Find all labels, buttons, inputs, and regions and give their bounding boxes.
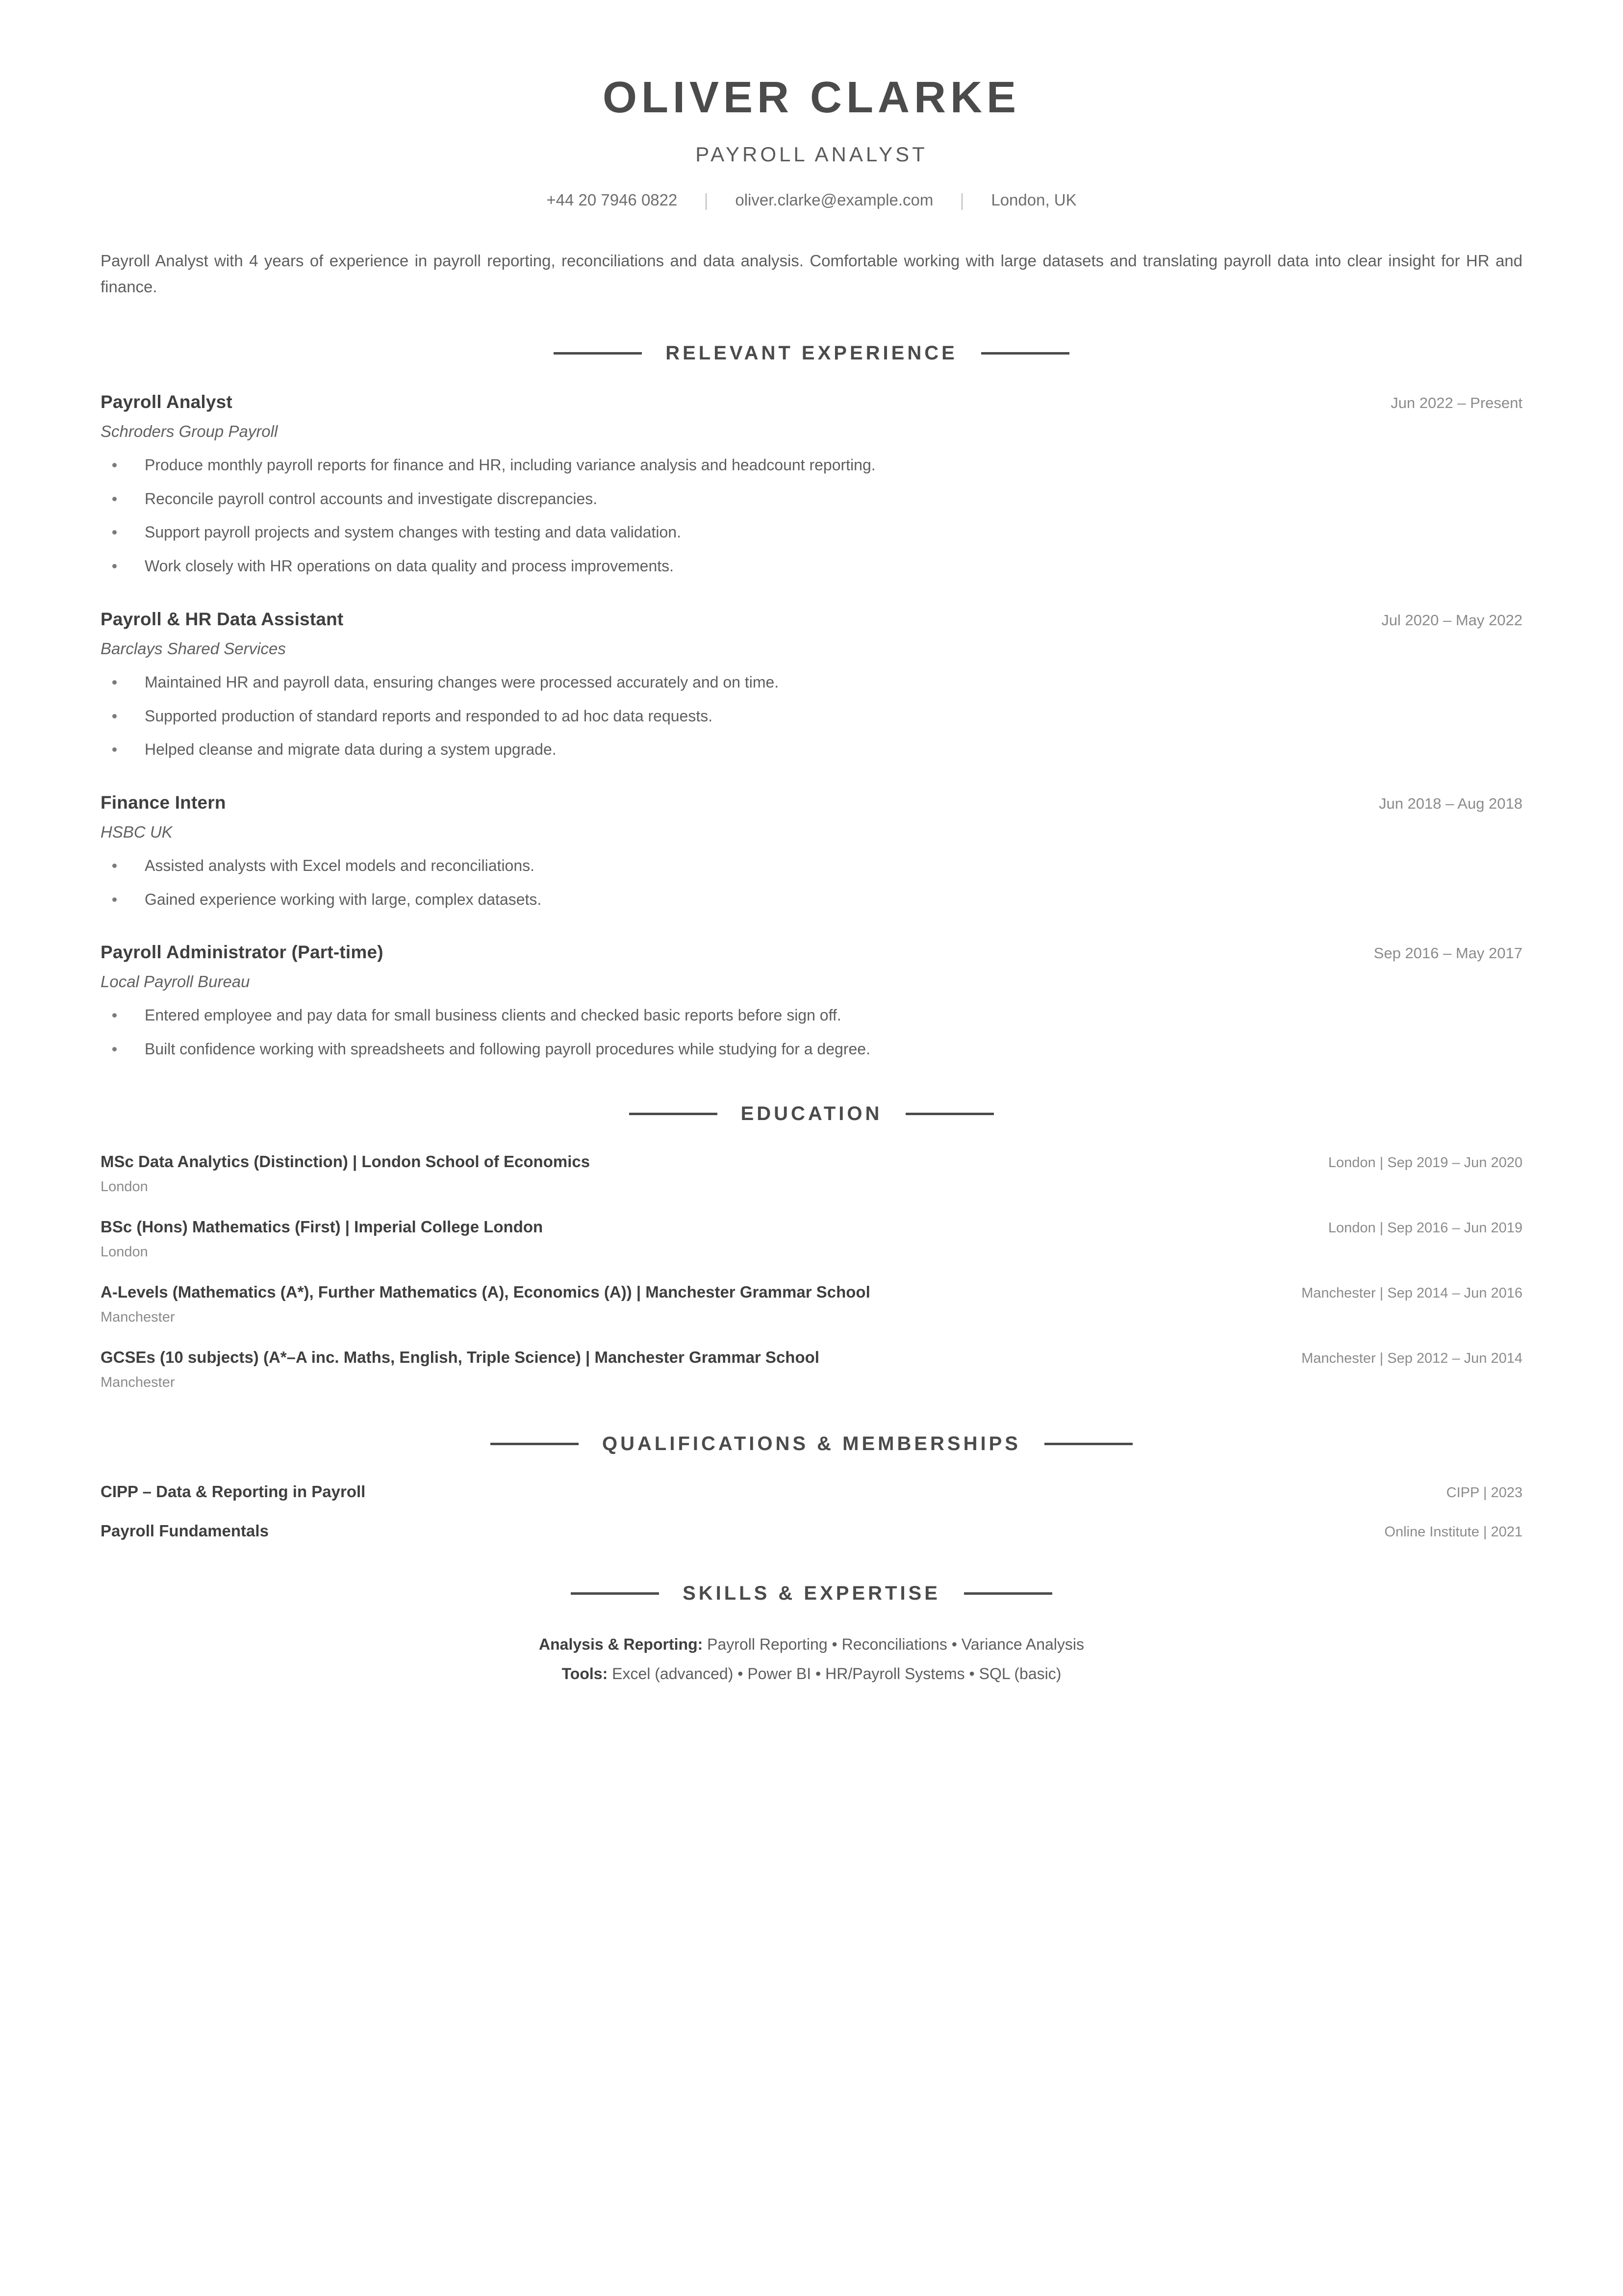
list-item: Reconcile payroll control accounts and investigate discrepancies. xyxy=(101,487,1522,510)
education-entry-header xyxy=(101,1152,1522,1171)
experience-entry xyxy=(101,792,1522,911)
skill-values: Excel (advanced) • Power BI • HR/Payroll Systems • SQL (basic) xyxy=(608,1664,1062,1683)
contact-separator-icon xyxy=(962,193,963,210)
section-rule-left xyxy=(554,352,642,355)
education-location: London xyxy=(101,1178,148,1195)
experience-job-title: Finance Intern xyxy=(101,792,226,813)
qualifications-list xyxy=(101,1482,1522,1540)
education-meta: Manchester | Sep 2012 – Jun 2014 xyxy=(1301,1350,1522,1366)
skills-list xyxy=(101,1632,1522,1687)
education-entry xyxy=(101,1283,1522,1326)
contact-email[interactable]: oliver.clarke@example.com xyxy=(735,191,934,209)
experience-entry-header xyxy=(101,942,1522,963)
section-title-education: EDUCATION xyxy=(740,1102,883,1124)
contact-location: London, UK xyxy=(991,191,1077,209)
experience-entry-header xyxy=(101,609,1522,630)
qualification-meta: Online Institute | 2021 xyxy=(1384,1524,1522,1540)
section-rule-right xyxy=(906,1113,994,1115)
education-entry xyxy=(101,1218,1522,1260)
education-entry-header xyxy=(101,1283,1522,1301)
section-rule-left xyxy=(490,1443,579,1445)
qualification-name: Payroll Fundamentals xyxy=(101,1521,269,1540)
list-item: Built confidence working with spreadsheets and following payroll procedures while studying for a degree. xyxy=(101,1038,1522,1061)
experience-dates: Jun 2022 – Present xyxy=(1391,394,1522,411)
education-meta: London | Sep 2016 – Jun 2019 xyxy=(1328,1220,1522,1236)
qualification-name: CIPP – Data & Reporting in Payroll xyxy=(101,1482,366,1501)
section-title-qualifications: QUALIFICATIONS & MEMBERSHIPS xyxy=(602,1432,1021,1454)
resume-header xyxy=(101,0,1522,209)
professional-summary: Payroll Analyst with 4 years of experience in payroll reporting, reconciliations and data analysis. Comfortable working with large datasets and translating payroll data into clear insight for HR and finance. xyxy=(101,252,1522,296)
experience-organisation: Barclays Shared Services xyxy=(101,639,286,658)
section-header-experience xyxy=(101,342,1522,364)
education-entry-header xyxy=(101,1218,1522,1236)
skill-category-label: Analysis & Reporting: xyxy=(539,1635,703,1653)
experience-entry xyxy=(101,942,1522,1060)
section-title-experience: RELEVANT EXPERIENCE xyxy=(665,342,958,364)
section-rule-right xyxy=(964,1592,1052,1595)
experience-bullet-list xyxy=(101,1004,1522,1060)
education-degree: MSc Data Analytics (Distinction) | London School of Economics xyxy=(101,1152,590,1171)
qualification-entry xyxy=(101,1482,1522,1501)
skill-row xyxy=(101,1632,1522,1658)
candidate-name: OLIVER CLARKE xyxy=(602,73,1021,122)
experience-entry-header xyxy=(101,792,1522,813)
section-header-education xyxy=(101,1103,1522,1125)
contact-phone[interactable]: +44 20 7946 0822 xyxy=(546,191,678,209)
education-location: Manchester xyxy=(101,1309,175,1325)
skill-row xyxy=(101,1661,1522,1687)
candidate-job-title: PAYROLL ANALYST xyxy=(695,143,928,166)
experience-entry xyxy=(101,392,1522,578)
education-location: London xyxy=(101,1244,148,1260)
experience-organisation: Schroders Group Payroll xyxy=(101,422,278,440)
experience-bullet-list xyxy=(101,854,1522,911)
qualification-entry xyxy=(101,1522,1522,1540)
experience-organisation: HSBC UK xyxy=(101,822,173,841)
section-rule-left xyxy=(629,1113,717,1115)
experience-dates: Jul 2020 – May 2022 xyxy=(1381,611,1522,629)
contact-line xyxy=(101,191,1522,209)
education-list xyxy=(101,1152,1522,1391)
list-item: Assisted analysts with Excel models and reconciliations. xyxy=(101,854,1522,877)
list-item: Supported production of standard reports and responded to ad hoc data requests. xyxy=(101,705,1522,728)
list-item: Gained experience working with large, complex datasets. xyxy=(101,888,1522,911)
experience-list xyxy=(101,392,1522,1061)
experience-bullet-list xyxy=(101,671,1522,761)
contact-separator-icon xyxy=(706,193,707,210)
list-item: Support payroll projects and system changes with testing and data validation. xyxy=(101,521,1522,544)
experience-dates: Sep 2016 – May 2017 xyxy=(1373,944,1522,962)
experience-entry xyxy=(101,609,1522,761)
education-location: Manchester xyxy=(101,1374,175,1390)
experience-job-title: Payroll & HR Data Assistant xyxy=(101,609,344,629)
experience-job-title: Payroll Administrator (Part-time) xyxy=(101,942,383,963)
education-entry-header xyxy=(101,1348,1522,1367)
section-rule-left xyxy=(571,1592,659,1595)
education-entry xyxy=(101,1152,1522,1195)
experience-dates: Jun 2018 – Aug 2018 xyxy=(1378,794,1522,812)
experience-job-title: Payroll Analyst xyxy=(101,391,232,412)
education-entry xyxy=(101,1348,1522,1391)
section-header-qualifications xyxy=(101,1433,1522,1455)
experience-bullet-list xyxy=(101,454,1522,578)
education-meta: Manchester | Sep 2014 – Jun 2016 xyxy=(1301,1285,1522,1301)
list-item: Work closely with HR operations on data quality and process improvements. xyxy=(101,555,1522,578)
education-degree: GCSEs (10 subjects) (A*–A inc. Maths, English, Triple Science) | Manchester Grammar School xyxy=(101,1348,819,1366)
section-title-skills: SKILLS & EXPERTISE xyxy=(683,1582,940,1604)
list-item: Helped cleanse and migrate data during a system upgrade. xyxy=(101,738,1522,761)
list-item: Produce monthly payroll reports for finance and HR, including variance analysis and headcount reporting. xyxy=(101,454,1522,477)
section-rule-right xyxy=(981,352,1069,355)
skill-category-label: Tools: xyxy=(561,1664,608,1683)
education-degree: BSc (Hons) Mathematics (First) | Imperial College London xyxy=(101,1217,543,1236)
section-header-skills xyxy=(101,1582,1522,1605)
skill-values: Payroll Reporting • Reconciliations • Variance Analysis xyxy=(703,1635,1084,1653)
section-rule-right xyxy=(1044,1443,1133,1445)
list-item: Maintained HR and payroll data, ensuring changes were processed accurately and on time. xyxy=(101,671,1522,694)
education-degree: A-Levels (Mathematics (A*), Further Mathematics (A), Economics (A)) | Manchester Grammar School xyxy=(101,1282,870,1301)
qualification-meta: CIPP | 2023 xyxy=(1446,1484,1522,1501)
experience-organisation: Local Payroll Bureau xyxy=(101,972,250,991)
education-meta: London | Sep 2019 – Jun 2020 xyxy=(1328,1154,1522,1171)
experience-entry-header xyxy=(101,392,1522,412)
list-item: Entered employee and pay data for small business clients and checked basic reports before sign off. xyxy=(101,1004,1522,1027)
